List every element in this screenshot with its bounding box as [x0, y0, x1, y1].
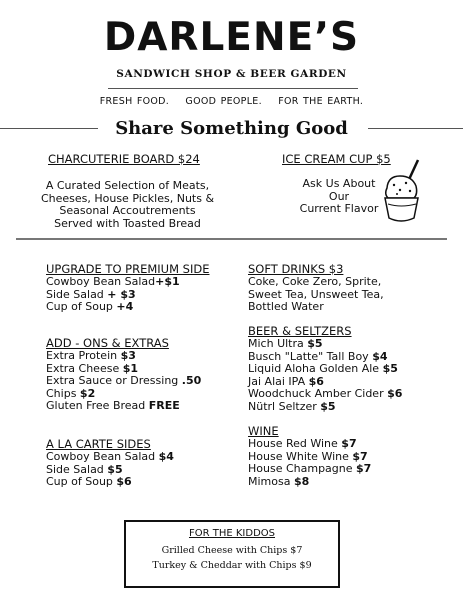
description-line: Ask Us About: [302, 177, 376, 190]
item-price: $3: [120, 349, 136, 362]
addons-heading: ADD - ONS & EXTRAS: [46, 336, 169, 350]
item-price: $7: [356, 462, 372, 475]
item-price: $7: [341, 437, 357, 450]
item-name: Gluten Free Bread: [46, 399, 149, 412]
upgrade-list: [46, 276, 180, 314]
item-price: $6: [387, 387, 403, 400]
list-item: [46, 400, 201, 413]
divider: [108, 88, 358, 89]
softdrinks-heading: SOFT DRINKS $3: [248, 262, 344, 276]
list-item: Sweet Tea, Unsweet Tea,: [248, 287, 384, 301]
list-item: Bottled Water: [248, 300, 324, 313]
item-price: +4: [116, 300, 134, 313]
item-price: $7: [352, 449, 368, 463]
item-price: $5: [382, 362, 398, 375]
list-item: [248, 401, 402, 414]
item-name: Jai Alai IPA: [248, 374, 309, 388]
item-name: Busch "Latte" Tall Boy: [248, 349, 373, 363]
item-price: +$1: [155, 275, 180, 288]
section-title: Share Something Good: [115, 118, 348, 139]
list-item: [248, 476, 371, 489]
softdrinks-list: [248, 276, 384, 314]
item-price: $8: [293, 474, 310, 488]
item-price: $5: [107, 462, 123, 476]
kids-item: Turkey & Cheddar with Chips $9: [152, 560, 312, 571]
wine-list: [248, 438, 371, 488]
description-line: Seasonal Accoutrements: [59, 204, 196, 217]
item-name: Cowboy Bean Salad: [46, 450, 159, 463]
addons-list: [46, 350, 201, 413]
ice-cream-cup-icon: [380, 156, 426, 234]
item-price: $6: [308, 374, 324, 388]
description-line: Served with Toasted Bread: [54, 216, 201, 230]
alacarte-heading: A LA CARTE SIDES: [46, 437, 151, 451]
tagline-item: FOR THE EARTH.: [278, 96, 364, 107]
brand-name: DARLENE’S: [103, 15, 360, 60]
upgrade-heading: UPGRADE TO PREMIUM SIDE: [46, 262, 210, 276]
item-name: House Champagne: [248, 462, 357, 475]
icecream-heading: ICE CREAM CUP $5: [282, 152, 391, 166]
item-name: Cup of Soup: [46, 300, 117, 313]
description-line: Cheeses, House Pickles, Nuts &: [40, 191, 215, 205]
list-item: [46, 476, 174, 489]
kids-heading: FOR THE KIDDOS: [188, 528, 275, 539]
list-item: Coke, Coke Zero, Sprite,: [248, 275, 382, 288]
beer-heading: BEER & SELTZERS: [248, 324, 352, 338]
item-price: $1: [122, 361, 139, 375]
item-name: Woodchuck Amber Cider: [248, 387, 388, 400]
tagline-item: GOOD PEOPLE.: [185, 96, 262, 107]
item-name: Extra Protein: [46, 349, 121, 362]
item-price: FREE: [148, 399, 180, 412]
item-price: $6: [116, 475, 132, 488]
description-line: Current Flavor: [299, 202, 379, 215]
item-name: Extra Cheese: [46, 361, 123, 375]
item-name: Side Salad: [46, 462, 108, 476]
icecream-description: [286, 178, 392, 216]
kids-item: Grilled Cheese with Chips $7: [161, 545, 303, 556]
charcuterie-heading: CHARCUTERIE BOARD $24: [48, 152, 200, 166]
description-line: A Curated Selection of Meats,: [45, 179, 210, 192]
divider: [16, 238, 447, 240]
brand-subtitle: SANDWICH SHOP & BEER GARDEN: [116, 68, 347, 80]
item-price: $5: [320, 399, 336, 413]
item-name: Mimosa: [248, 474, 294, 488]
item-price: $2: [79, 386, 96, 400]
charcuterie-description: [20, 180, 235, 230]
item-name: House White Wine: [248, 449, 353, 463]
item-price: + $3: [107, 287, 136, 301]
item-price: $4: [372, 349, 388, 363]
list-item: [46, 301, 180, 314]
wine-heading: WINE: [248, 424, 279, 438]
item-name: Side Salad: [46, 287, 108, 301]
beer-list: [248, 338, 402, 413]
tagline: [0, 96, 463, 107]
item-name: Mich Ultra: [248, 337, 308, 350]
item-price: $5: [307, 337, 323, 350]
item-name: Cup of Soup: [46, 475, 117, 488]
item-price: .50: [181, 374, 202, 387]
item-name: Extra Sauce or Dressing: [46, 374, 182, 387]
item-name: Cowboy Bean Salad: [46, 275, 156, 288]
item-name: Liquid Aloha Golden Ale: [248, 362, 383, 375]
alacarte-list: [46, 451, 174, 489]
tagline-item: FRESH FOOD.: [99, 96, 170, 107]
item-name: House Red Wine: [248, 437, 342, 450]
kids-menu-box: [124, 520, 340, 588]
item-name: Chips: [46, 386, 80, 400]
description-line: Our: [328, 189, 350, 203]
item-name: Nütrl Seltzer: [248, 399, 321, 413]
item-price: $4: [158, 450, 174, 463]
